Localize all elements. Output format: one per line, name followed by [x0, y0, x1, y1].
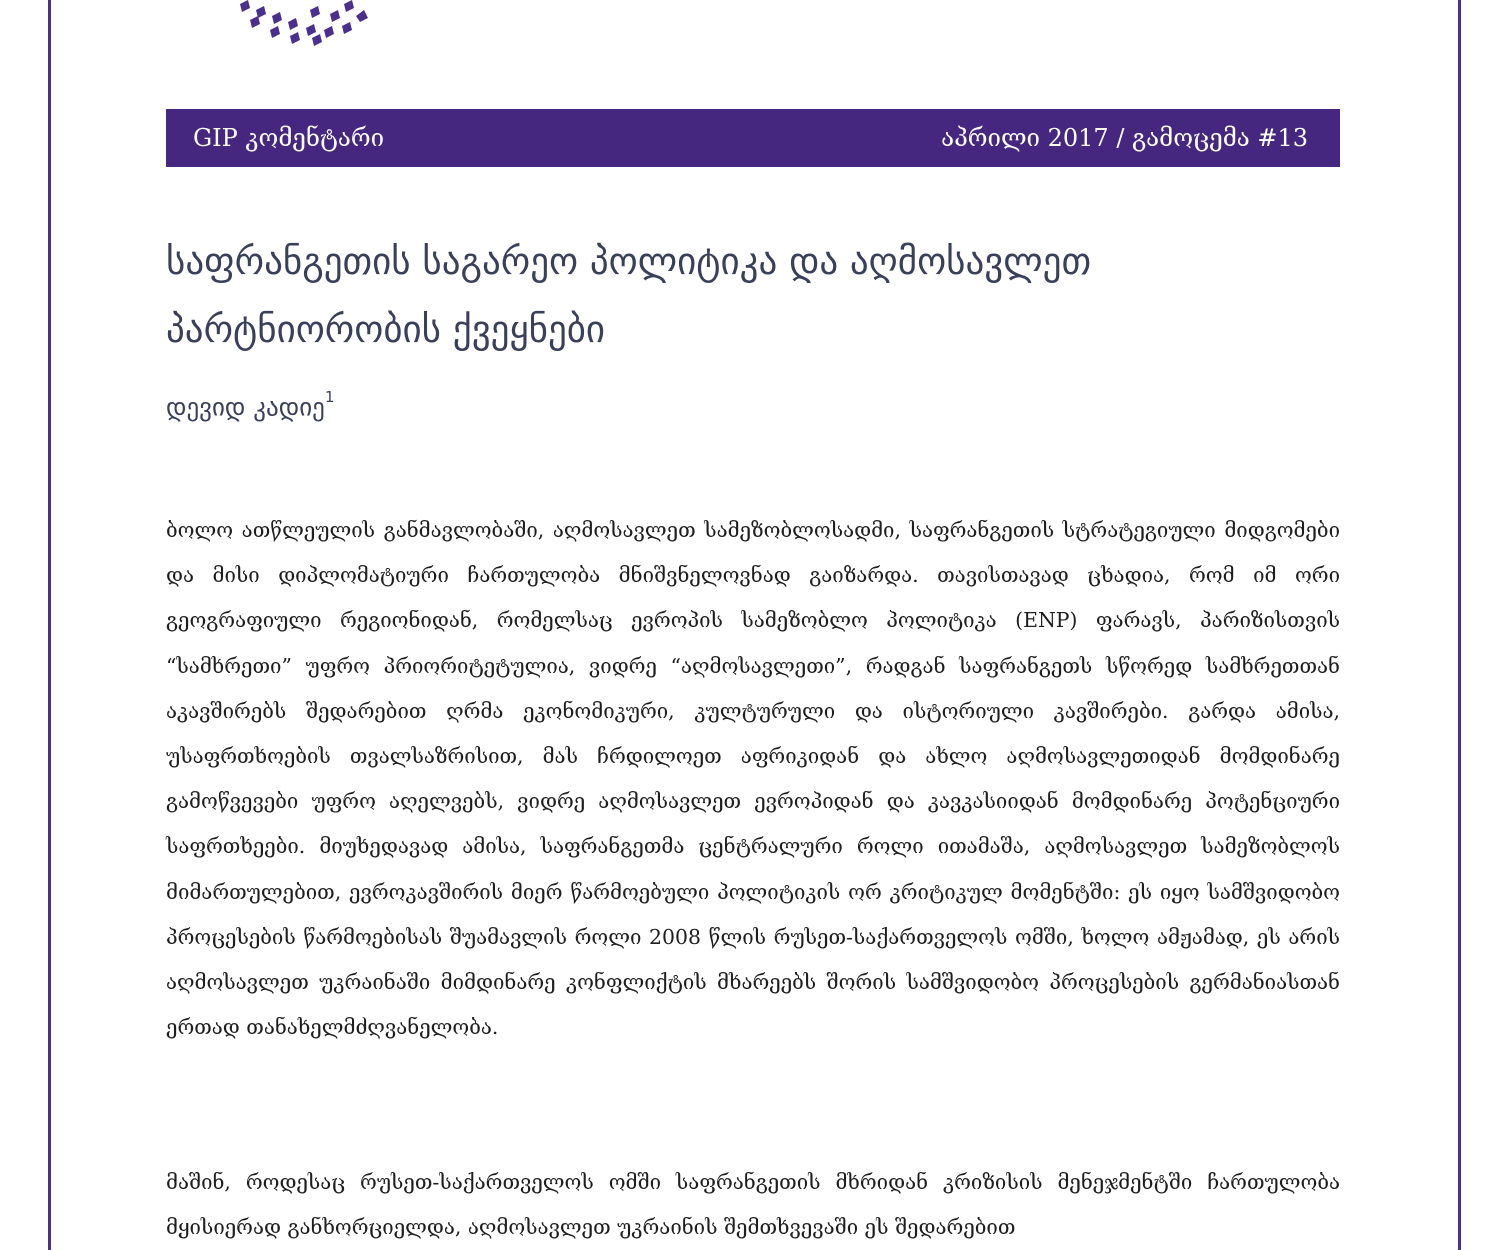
body-paragraph-2: მაშინ, როდესაც რუსეთ-საქართველოს ომში საფრანგეთის მხრიდან კრიზისის მენეჯმენტში ჩართულობა მყისიერად განხორციელდა, აღმოსავლეთ უკრაინის შემთხვევაში ეს შედარებით: [166, 1170, 1340, 1240]
gip-logo-icon: [230, 0, 380, 46]
footnote-marker[interactable]: 1: [324, 388, 335, 406]
page-border-left: [48, 0, 51, 1250]
page-border-right: [1458, 0, 1461, 1250]
article-title: საფრანგეთის საგარეო პოლიტიკა და აღმოსავლეთ პარტნიორობის ქვეყნები: [166, 240, 1092, 351]
author-name: დევიდ კადიე: [166, 392, 325, 422]
issue-info: აპრილი 2017 / გამოცემა #13: [941, 124, 1308, 152]
header-banner: [166, 109, 1340, 167]
publication-label: GIP კომენტარი: [193, 124, 385, 152]
author-line: [166, 388, 335, 422]
body-paragraph-1: ბოლო ათწლეულის განმავლობაში, აღმოსავლეთ სამეზობლოსადმი, საფრანგეთის სტრატეგიული მიდგომები და მისი დიპლომატიური ჩართულობა მნიშვნელოვნად გაიზარდა. თავისთავად ცხადია, რომ იმ ორი გეოგრაფიული რეგიონიდან, რომელსაც ევროპის სამეზობლო პოლიტიკა (ENP) ფარავს, პარიზისთვის “სამხრეთი” უფრო პრიორიტეტულია, ვიდრე “აღმოსავლეთი”, რადგან საფრანგეთს სწორედ სამხრეთთან აკავშირებს შედარებით ღრმა ეკონომიკური, კულტურული და ისტორიული კავშირები. გარდა ამისა, უსაფრთხოების თვალსაზრისით, მას ჩრდილოეთ აფრიკიდან და ახლო აღმოსავლეთიდან მომდინარე გამოწვევები უფრო აღელვებს, ვიდრე აღმოსავლეთ ევროპიდან და კავკასიიდან მომდინარე პოტენციური საფრთხეები. მიუხედავად ამისა, საფრანგეთმა ცენტრალური როლი ითამაშა, აღმოსავლეთ სამეზობლოს მიმართულებით, ევროკავშირის მიერ წარმოებული პოლიტიკის ორ კრიტიკულ მომენტში: ეს იყო სამშვიდობო პროცესების წარმოებისას შუამავლის როლი 2008 წლის რუსეთ-საქართველოს ომში, ხოლო ამჟამად, ეს არის აღმოსავლეთ უკრაინაში მიმდინარე კონფლიქტის მხარეებს შორის სამშვიდობო პროცესების გერმანიასთან ერთად თანახელმძღვანელობა.: [166, 518, 1340, 1040]
